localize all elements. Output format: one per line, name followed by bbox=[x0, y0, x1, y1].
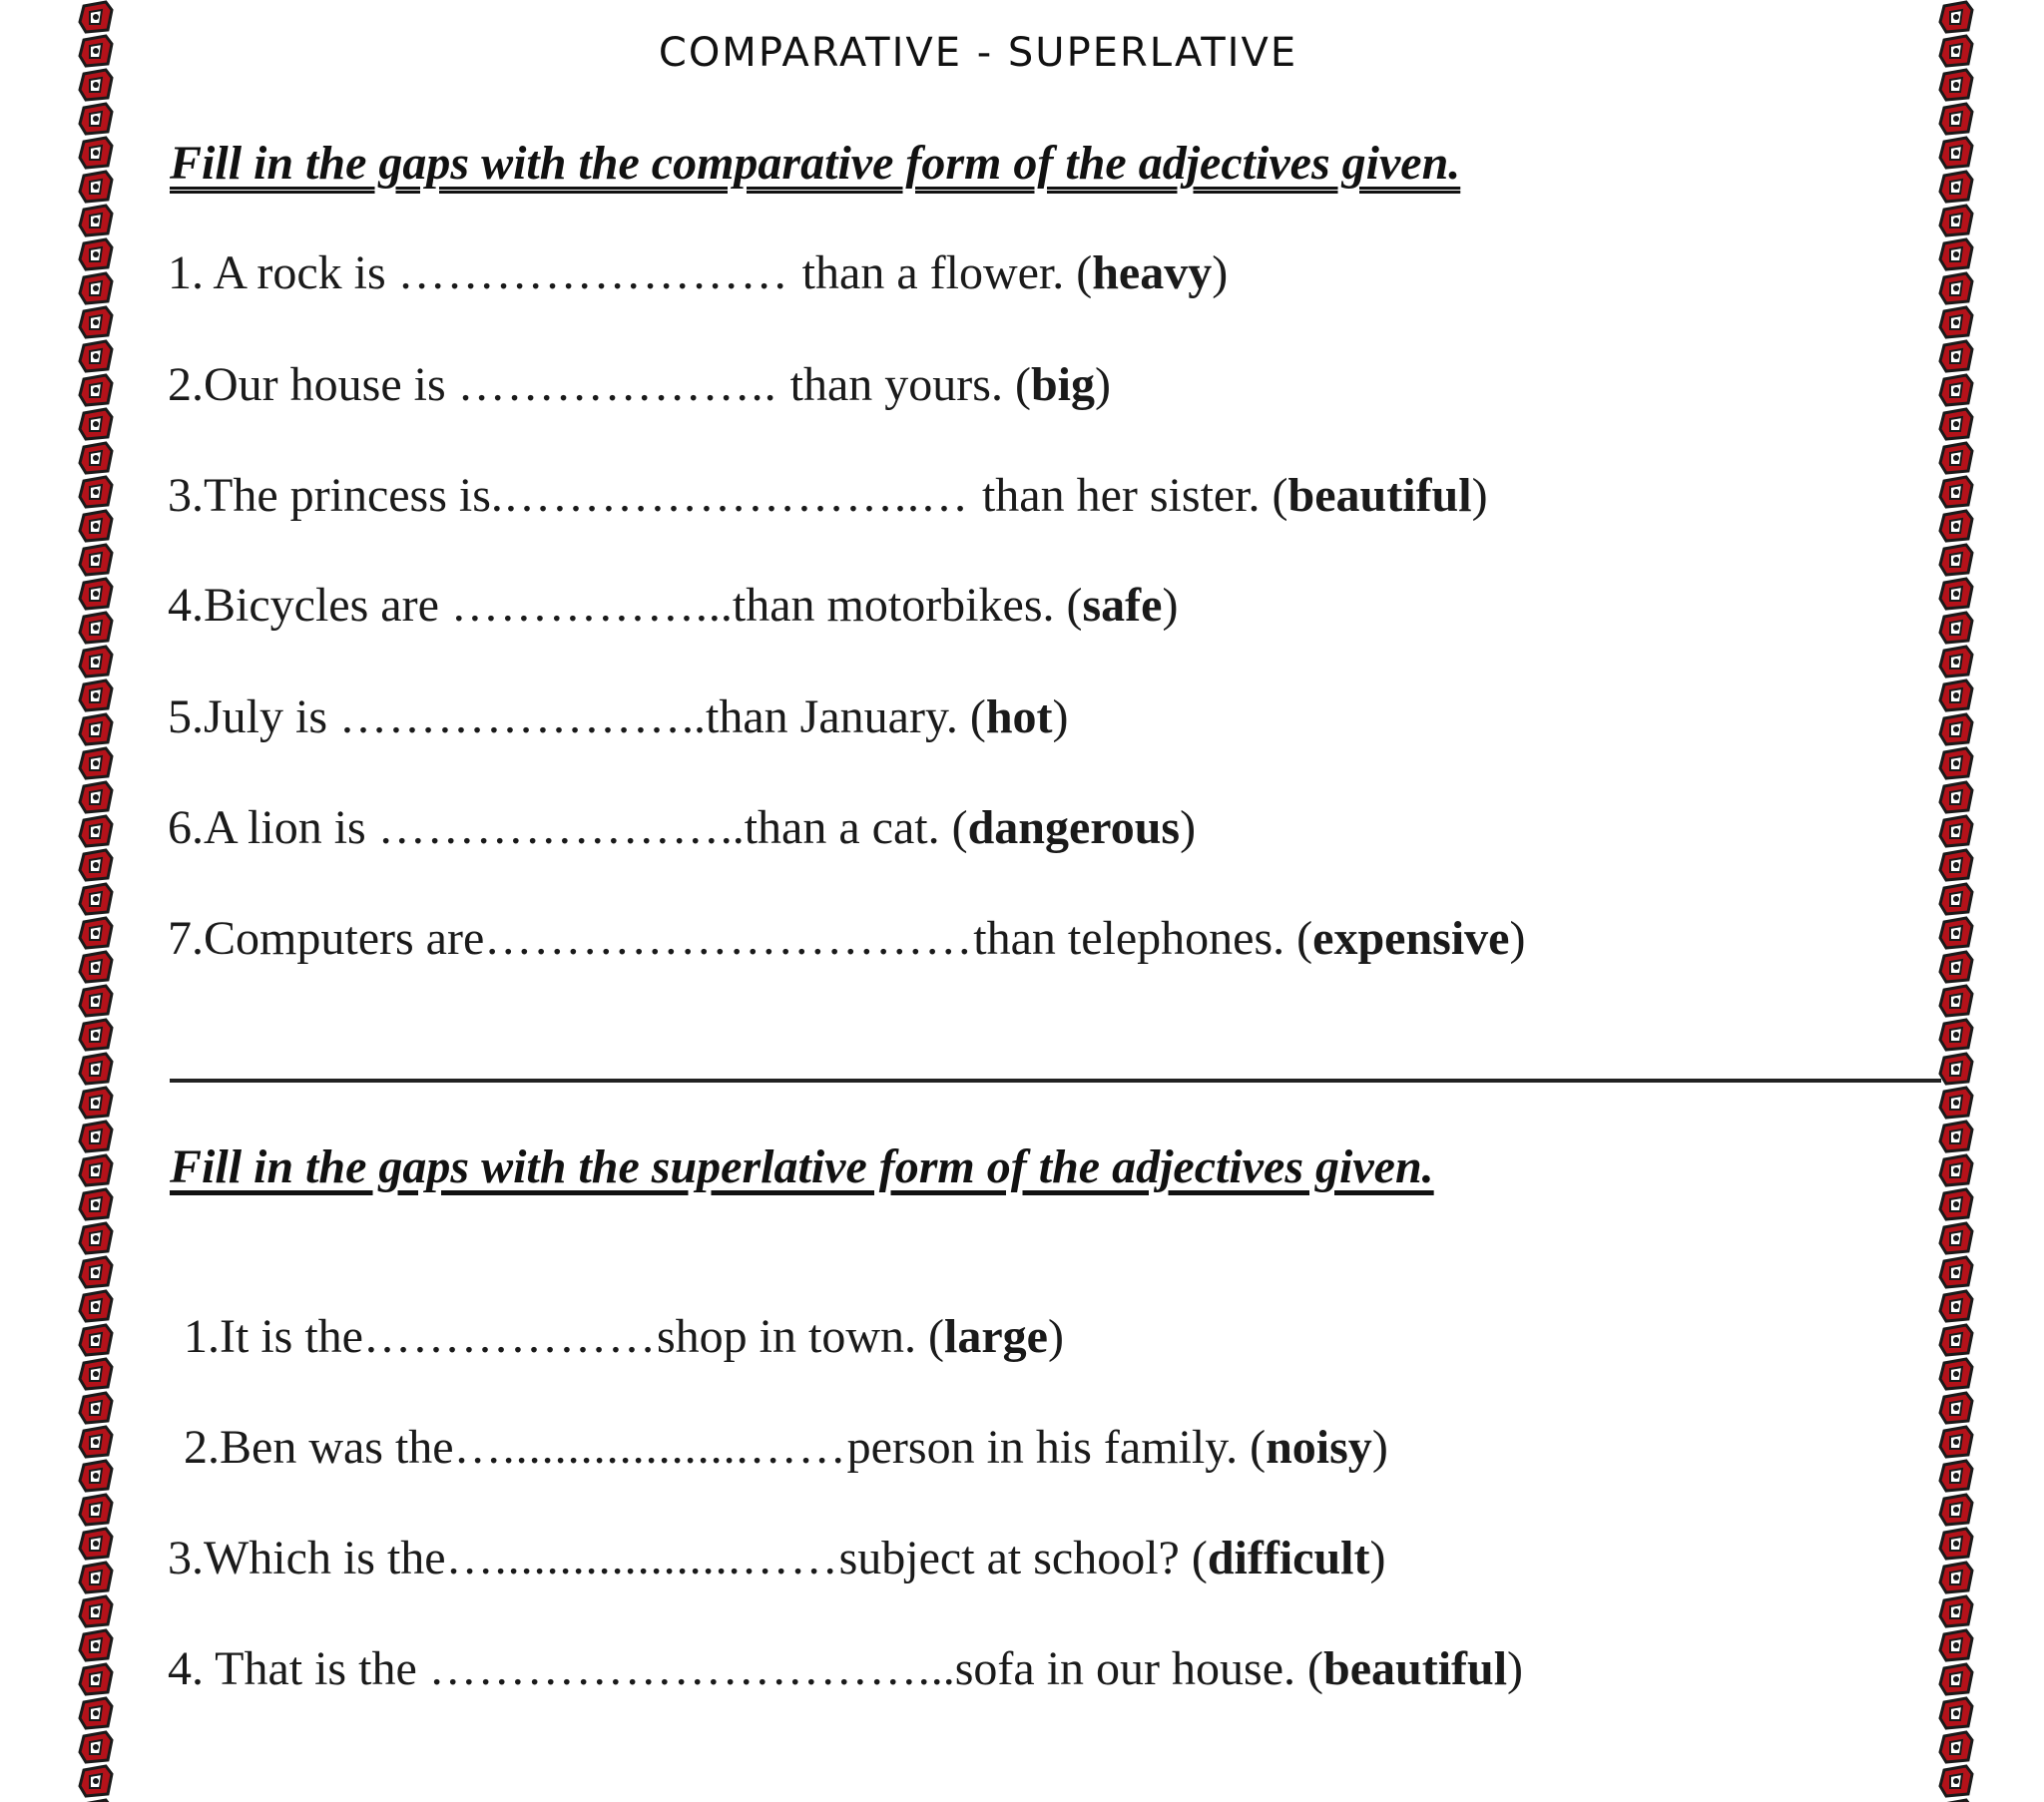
answer-gap[interactable]: …………………………. bbox=[428, 1642, 931, 1695]
exercise-lead-text: 2.Our house is bbox=[168, 358, 458, 411]
adjective-hint: expensive bbox=[1312, 912, 1510, 965]
comparative-item-2 bbox=[168, 357, 1111, 412]
comparative-item-7 bbox=[168, 911, 1525, 966]
exercise-lead-text: 3.The princess is. bbox=[168, 469, 503, 522]
exercise-rest-text: than yours. ( bbox=[789, 358, 1031, 411]
exercise-rest-text: person in his family. ( bbox=[846, 1421, 1267, 1474]
right-decorative-border bbox=[1936, 0, 1982, 1802]
exercise-rest-text: than a flower. ( bbox=[801, 246, 1093, 299]
exercise-lead-text: 4. That is the bbox=[168, 1642, 429, 1695]
answer-gap[interactable]: ………………… bbox=[339, 690, 683, 743]
exercise-lead-text: 7.Computers are bbox=[168, 912, 485, 965]
closing-paren: ) bbox=[1162, 579, 1179, 632]
exercise-rest-text: than her sister. ( bbox=[981, 469, 1288, 522]
exercise-rest-text: ..than January. ( bbox=[682, 690, 986, 743]
answer-gap[interactable]: ……………. bbox=[450, 579, 709, 632]
answer-gap[interactable]: ………………………… bbox=[484, 912, 974, 965]
answer-gap[interactable]: ……………………..… bbox=[502, 469, 982, 522]
closing-paren: ) bbox=[1212, 246, 1229, 299]
superlative-item-1 bbox=[184, 1309, 1064, 1364]
comparative-item-6 bbox=[168, 800, 1196, 855]
adjective-hint: difficult bbox=[1207, 1532, 1370, 1584]
exercise-lead-text: 1.It is the bbox=[184, 1310, 363, 1363]
exercise-rest-text: ..sofa in our house. ( bbox=[930, 1642, 1324, 1695]
answer-gap[interactable]: …………………… bbox=[397, 246, 802, 299]
adjective-hint: safe bbox=[1082, 579, 1163, 632]
exercise-rest-text: subject at school? ( bbox=[838, 1532, 1208, 1584]
adjective-hint: noisy bbox=[1266, 1421, 1372, 1474]
closing-paren: ) bbox=[1094, 358, 1111, 411]
answer-gap[interactable]: ……………….. bbox=[457, 358, 790, 411]
adjective-hint: beautiful bbox=[1323, 1642, 1508, 1695]
adjective-hint: heavy bbox=[1092, 246, 1213, 299]
flower-border-icon bbox=[1936, 0, 1982, 1802]
exercise-rest-text: ..than motorbikes. ( bbox=[708, 579, 1083, 632]
closing-paren: ) bbox=[1509, 912, 1526, 965]
superlative-item-4 bbox=[168, 1641, 1523, 1696]
closing-paren: ) bbox=[1180, 801, 1197, 854]
flower-border-icon bbox=[76, 0, 122, 1802]
left-decorative-border bbox=[76, 0, 122, 1802]
superlative-item-3 bbox=[168, 1531, 1385, 1585]
comparative-item-5 bbox=[168, 689, 1068, 744]
exercise-lead-text: 3.Which is the bbox=[168, 1532, 446, 1584]
comparative-instruction: Fill in the gaps with the comparative form of the adjectives given. bbox=[170, 137, 1461, 190]
exercise-lead-text: 1. A rock is bbox=[168, 246, 398, 299]
section-divider bbox=[170, 1079, 1941, 1083]
adjective-hint: beautiful bbox=[1287, 469, 1472, 522]
answer-gap[interactable]: ………………… bbox=[377, 801, 721, 854]
exercise-rest-text: shop in town. ( bbox=[656, 1310, 944, 1363]
comparative-item-4 bbox=[168, 578, 1178, 633]
closing-paren: ) bbox=[1507, 1642, 1524, 1695]
worksheet-title: COMPARATIVE - SUPERLATIVE bbox=[658, 30, 1298, 76]
adjective-hint: big bbox=[1030, 358, 1095, 411]
closing-paren: ) bbox=[1471, 469, 1488, 522]
closing-paren: ) bbox=[1052, 690, 1069, 743]
exercise-lead-text: 2.Ben was the bbox=[184, 1421, 454, 1474]
adjective-hint: large bbox=[943, 1310, 1048, 1363]
adjective-hint: dangerous bbox=[967, 801, 1181, 854]
exercise-lead-text: 6.A lion is bbox=[168, 801, 378, 854]
adjective-hint: hot bbox=[985, 690, 1053, 743]
closing-paren: ) bbox=[1369, 1532, 1386, 1584]
comparative-item-1 bbox=[168, 245, 1228, 300]
exercise-rest-text: ..than a cat. ( bbox=[720, 801, 968, 854]
answer-gap[interactable]: …...................…… bbox=[453, 1421, 847, 1474]
comparative-item-3 bbox=[168, 468, 1488, 523]
exercise-lead-text: 5.July is bbox=[168, 690, 340, 743]
exercise-rest-text: than telephones. ( bbox=[973, 912, 1313, 965]
superlative-instruction: Fill in the gaps with the superlative form of the adjectives given. bbox=[170, 1140, 1434, 1193]
superlative-item-2 bbox=[184, 1420, 1388, 1475]
answer-gap[interactable]: ……………… bbox=[362, 1310, 657, 1363]
closing-paren: ) bbox=[1047, 1310, 1064, 1363]
closing-paren: ) bbox=[1371, 1421, 1388, 1474]
answer-gap[interactable]: …...................…… bbox=[445, 1532, 839, 1584]
exercise-lead-text: 4.Bicycles are bbox=[168, 579, 451, 632]
